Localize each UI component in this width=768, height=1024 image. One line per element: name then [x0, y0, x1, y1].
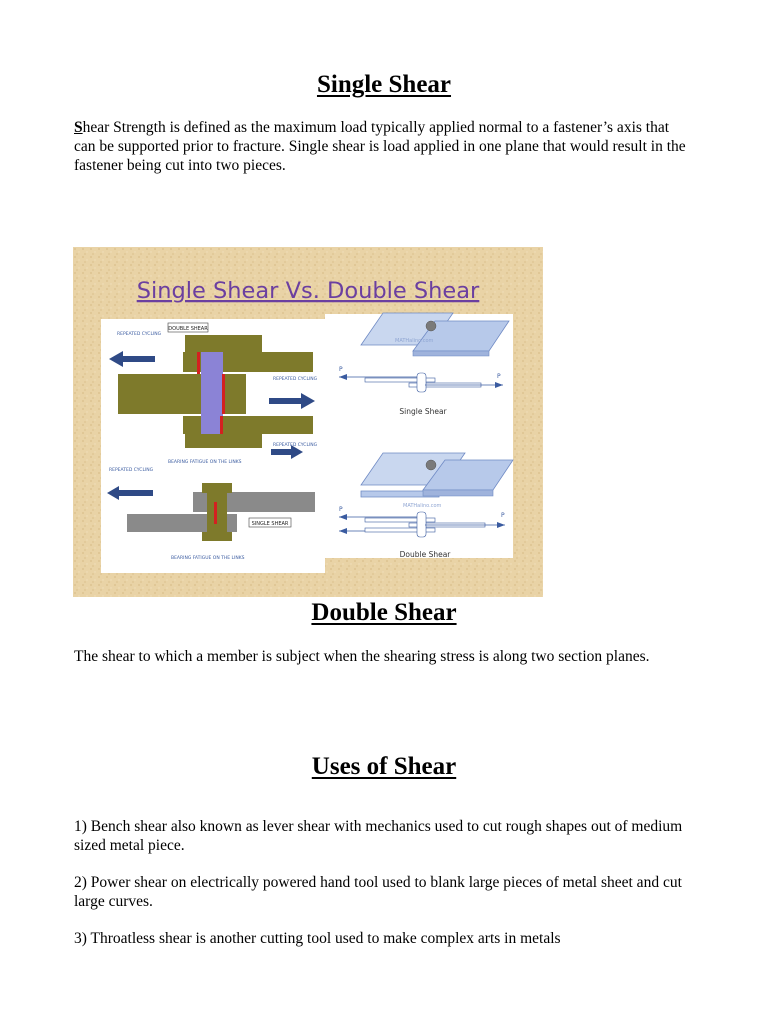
bolt-head-bottom	[185, 434, 262, 448]
single-shear-tag: SINGLE SHEAR	[251, 521, 289, 527]
single-shear-paragraph	[74, 118, 714, 175]
shear-comparison-figure	[73, 247, 543, 597]
use-item-1: 1) Bench shear also known as lever shear with mechanics used to cut rough shapes out of medium sized metal piece.	[74, 818, 683, 854]
rivet-hole	[426, 460, 436, 470]
single-shear-caption: Single Shear	[399, 407, 447, 416]
shear-plane-3	[220, 416, 223, 434]
double-shear-paragraph: The shear to which a member is subject when the shearing stress is along two section planes.	[74, 648, 650, 665]
bolt-shank	[201, 352, 223, 434]
watermark: MATHalino.com	[395, 338, 434, 344]
force-label-p: P	[339, 366, 343, 373]
drop-letter: S	[74, 119, 83, 136]
rivet-section	[417, 373, 426, 392]
para-line-1: hear Strength is defined as the maximum load typically applied normal to a fastener’s axis that	[82, 119, 670, 136]
uses-of-shear-heading: Uses of Shear	[311, 753, 457, 780]
para-line-3: fastener being cut into two pieces.	[74, 157, 286, 174]
repeated-cycling-3: REPEATED CYCLING	[273, 443, 318, 448]
repeated-cycling-4: REPEATED CYCLING	[109, 468, 154, 473]
double-shear-caption: Double Shear	[399, 550, 451, 559]
force-label-p: P	[497, 373, 501, 380]
middle-plate	[118, 374, 246, 414]
repeated-cycling-2: REPEATED CYCLING	[273, 377, 318, 382]
rivet-section	[417, 512, 426, 537]
double-shear-tag: DOUBLE SHEAR	[168, 326, 208, 332]
use-item-2: 2) Power shear on electrically powered hand tool used to blank large pieces of metal sheet and cut large curves.	[74, 874, 682, 910]
shear-plane-2	[222, 374, 225, 414]
single-shear-heading: Single Shear	[316, 71, 452, 98]
figure-title: Single Shear Vs. Double Shear	[136, 278, 480, 304]
para-line-2: can be supported prior to fracture. Single shear is load applied in one plane that would result in the	[74, 138, 686, 155]
use-item-3: 3) Throatless shear is another cutting tool used to make complex arts in metals	[74, 930, 561, 947]
repeated-cycling-1: REPEATED CYCLING	[117, 332, 162, 337]
bolt-head-top	[185, 335, 262, 352]
bearing-fatigue-1: BEARING FATIGUE ON THE LINKS	[168, 460, 242, 465]
force-label-p: P	[501, 512, 505, 519]
middle-plate-edge	[423, 490, 493, 496]
bearing-fatigue-2: BEARING FATIGUE ON THE LINKS	[171, 556, 245, 561]
double-shear-heading: Double Shear	[311, 599, 457, 626]
watermark: MATHalino.com	[403, 503, 442, 509]
bolt-head-bottom	[202, 532, 232, 541]
force-label-p: P	[339, 506, 343, 513]
bottom-plate-edge	[413, 351, 489, 356]
shear-plane	[214, 502, 217, 524]
bolt-head-top	[202, 483, 232, 493]
rivet-hole	[426, 321, 436, 331]
shear-plane-1	[197, 352, 200, 374]
